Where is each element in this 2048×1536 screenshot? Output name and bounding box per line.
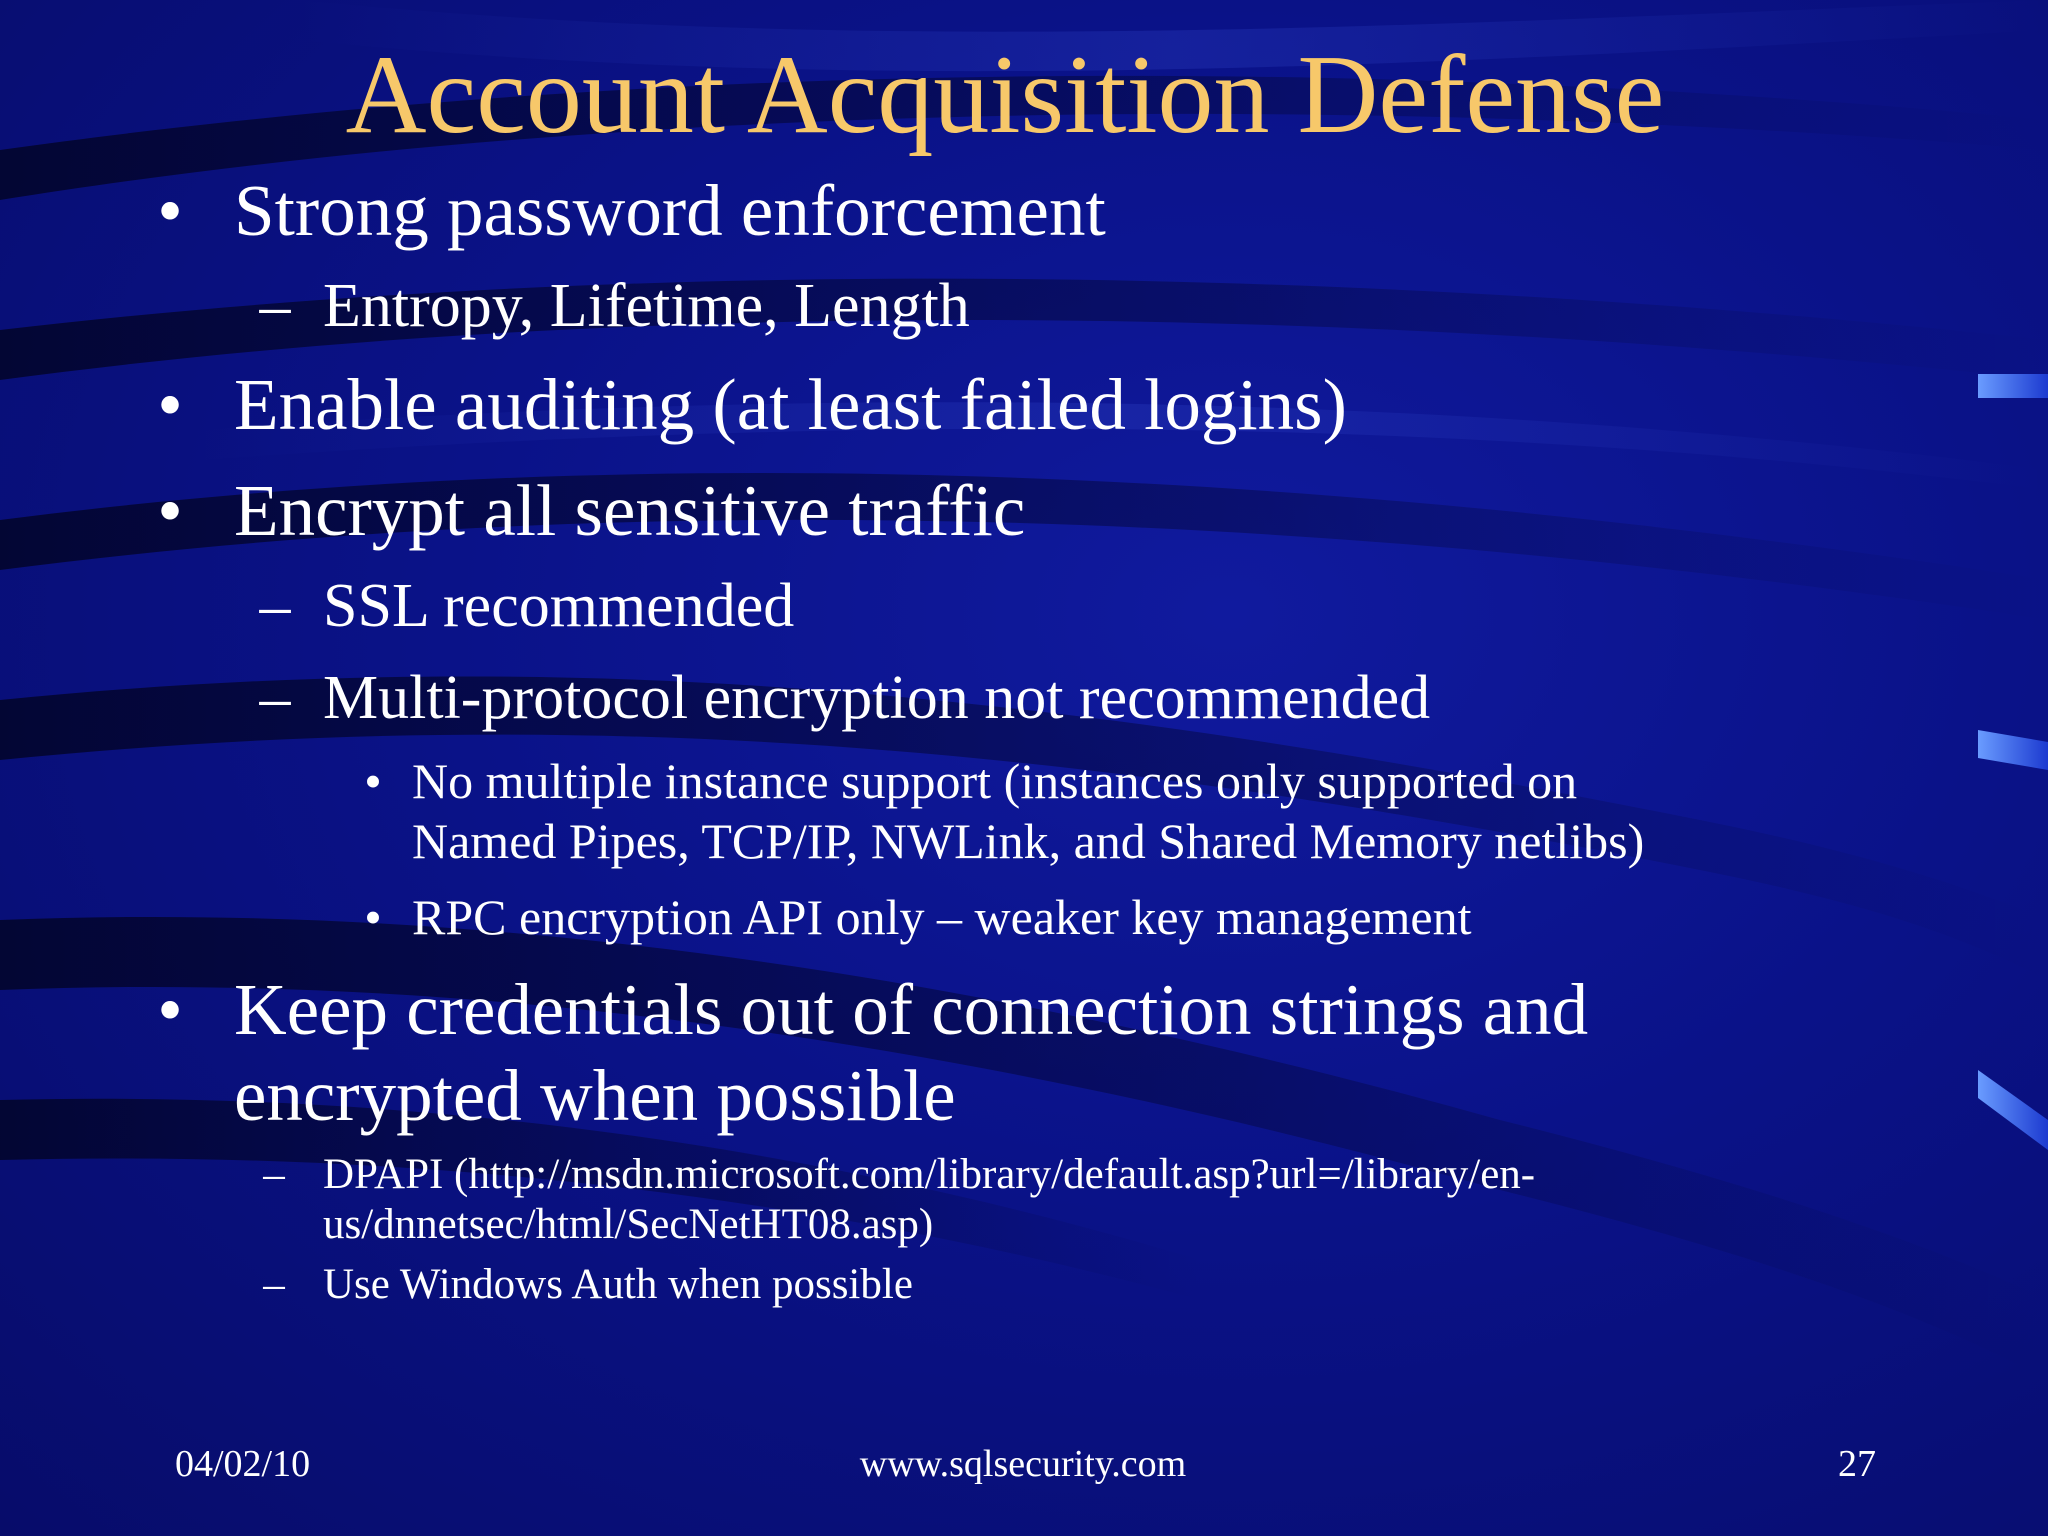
bullet-text: Encrypt all sensitive traffic <box>234 470 1026 551</box>
bullet-text-line: Keep credentials out of connection strings and <box>234 969 1589 1050</box>
sub-sub-bullet-line: RPC encryption API only – weaker key management <box>412 889 1472 945</box>
bullet-marker: • <box>157 969 183 1050</box>
sub-bullet-line: Use Windows Auth when possible <box>323 1261 913 1308</box>
bullet-marker: • <box>157 170 183 251</box>
accent-bar <box>1978 730 2048 770</box>
sub-bullet-line: us/dnnetsec/html/SecNetHT08.asp) <box>323 1201 934 1248</box>
bullet-marker: • <box>364 753 382 809</box>
footer-page-number: 27 <box>1838 1443 1876 1485</box>
sub-bullet-text: Entropy, Lifetime, Length <box>323 272 970 340</box>
dash-marker: – <box>263 1151 285 1198</box>
bullet-text: Enable auditing (at least failed logins) <box>234 364 1347 445</box>
accent-bar <box>1978 1070 2048 1150</box>
sub-sub-bullet-line: No multiple instance support (instances only supported on <box>412 753 1578 809</box>
sub-bullet-line: DPAPI (http://msdn.microsoft.com/library/default.asp?url=/library/en- <box>323 1151 1536 1198</box>
bullet-marker: • <box>157 470 183 551</box>
bullet-marker: • <box>157 364 183 445</box>
sub-bullet-text: Multi-protocol encryption not recommended <box>323 664 1431 732</box>
footer-date: 04/02/10 <box>175 1443 311 1485</box>
slide-title: Account Acquisition Defense <box>345 33 1665 157</box>
footer-website: www.sqlsecurity.com <box>859 1443 1187 1485</box>
accent-bar <box>1978 374 2048 398</box>
dash-marker: – <box>263 1261 285 1308</box>
dash-marker: – <box>259 572 291 640</box>
sub-sub-bullet-line: Named Pipes, TCP/IP, NWLink, and Shared Memory netlibs) <box>412 813 1645 869</box>
dash-marker: – <box>259 664 291 732</box>
sub-bullet-text: SSL recommended <box>323 572 795 640</box>
dash-marker: – <box>259 272 291 340</box>
bullet-marker: • <box>364 889 382 945</box>
bullet-text-line: encrypted when possible <box>234 1055 956 1136</box>
bullet-text: Strong password enforcement <box>234 170 1106 251</box>
